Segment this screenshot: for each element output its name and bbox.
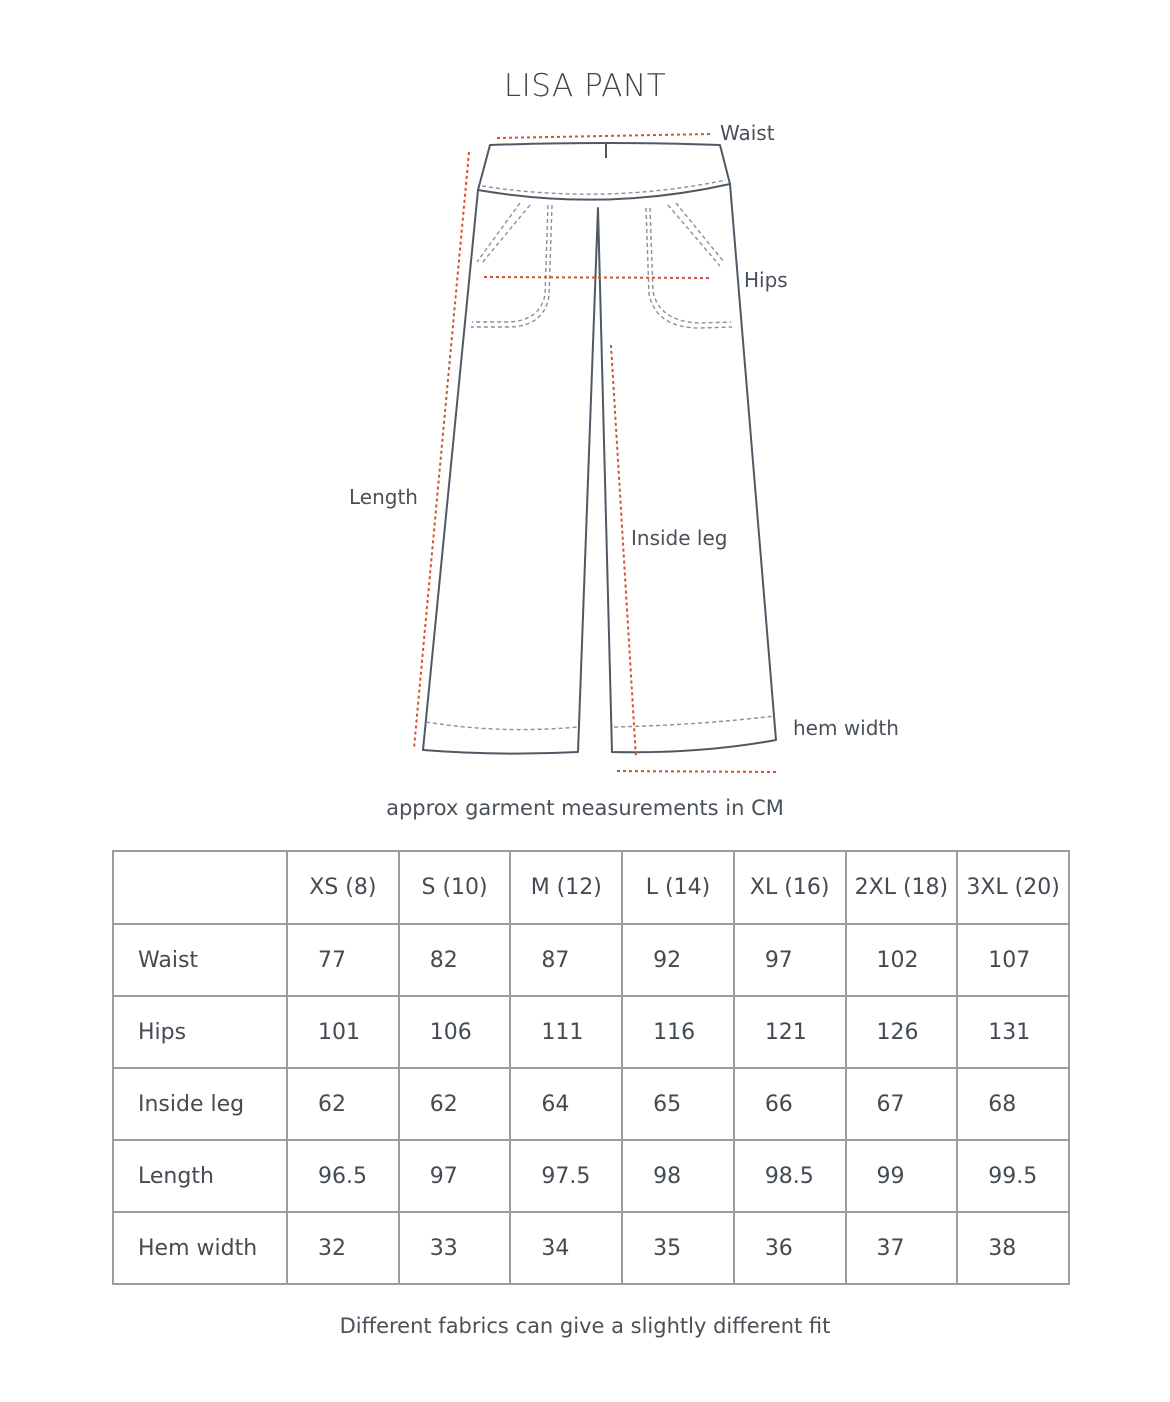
table-cell: 82 (399, 924, 511, 996)
inside-leg-label: Inside leg (631, 526, 728, 550)
table-cell: 36 (734, 1212, 846, 1284)
table-cell: 126 (846, 996, 958, 1068)
table-cell: 87 (510, 924, 622, 996)
table-cell: 35 (622, 1212, 734, 1284)
table-cell: 101 (287, 996, 399, 1068)
table-cell: 96.5 (287, 1140, 399, 1212)
hips-label: Hips (744, 268, 788, 292)
length-measure-line (414, 152, 469, 748)
table-cell: 65 (622, 1068, 734, 1140)
size-header: M (12) (510, 851, 622, 924)
measurement-lines (414, 134, 777, 772)
pant-outline (423, 143, 776, 754)
table-cell: 106 (399, 996, 511, 1068)
table-cell: 68 (957, 1068, 1069, 1140)
waist-label: Waist (720, 121, 775, 145)
size-header: 2XL (18) (846, 851, 958, 924)
table-cell: 64 (510, 1068, 622, 1140)
size-header: S (10) (399, 851, 511, 924)
table-cell: 99 (846, 1140, 958, 1212)
table-cell: 116 (622, 996, 734, 1068)
inside-leg-measure-line (611, 345, 636, 758)
length-label: Length (349, 485, 418, 509)
table-cell: 34 (510, 1212, 622, 1284)
table-cell: 97 (734, 924, 846, 996)
table-corner-cell (113, 851, 287, 924)
table-cell: 92 (622, 924, 734, 996)
table-cell: 38 (957, 1212, 1069, 1284)
waist-measure-line (497, 134, 710, 138)
table-cell: 97.5 (510, 1140, 622, 1212)
measurement-caption: approx garment measurements in CM (386, 796, 784, 820)
hem-measure-line (617, 771, 777, 772)
table-cell: 66 (734, 1068, 846, 1140)
table-header-row (113, 851, 1069, 924)
table-cell: 77 (287, 924, 399, 996)
row-label: Inside leg (113, 1068, 287, 1140)
size-header: L (14) (622, 851, 734, 924)
hem-width-label: hem width (793, 716, 899, 740)
table-cell: 62 (287, 1068, 399, 1140)
table-cell: 121 (734, 996, 846, 1068)
table-row (113, 1140, 1069, 1212)
size-table (112, 850, 1070, 1285)
table-cell: 33 (399, 1212, 511, 1284)
row-label: Hem width (113, 1212, 287, 1284)
table-row (113, 996, 1069, 1068)
table-cell: 99.5 (957, 1140, 1069, 1212)
table-cell: 62 (399, 1068, 511, 1140)
hips-measure-line (484, 277, 710, 278)
fit-note: Different fabrics can give a slightly different fit (339, 1314, 831, 1338)
table-cell: 67 (846, 1068, 958, 1140)
table-cell: 107 (957, 924, 1069, 996)
table-cell: 32 (287, 1212, 399, 1284)
table-cell: 102 (846, 924, 958, 996)
page-title: LISA PANT (503, 68, 667, 104)
table-row (113, 1068, 1069, 1140)
table-cell: 97 (399, 1140, 511, 1212)
table-cell: 37 (846, 1212, 958, 1284)
table-cell: 131 (957, 996, 1069, 1068)
table-cell: 98 (622, 1140, 734, 1212)
table-row (113, 1212, 1069, 1284)
size-header: 3XL (20) (957, 851, 1069, 924)
row-label: Length (113, 1140, 287, 1212)
row-label: Hips (113, 996, 287, 1068)
table-cell: 111 (510, 996, 622, 1068)
table-cell: 98.5 (734, 1140, 846, 1212)
table-row (113, 924, 1069, 996)
size-header: XS (8) (287, 851, 399, 924)
size-header: XL (16) (734, 851, 846, 924)
row-label: Waist (113, 924, 287, 996)
